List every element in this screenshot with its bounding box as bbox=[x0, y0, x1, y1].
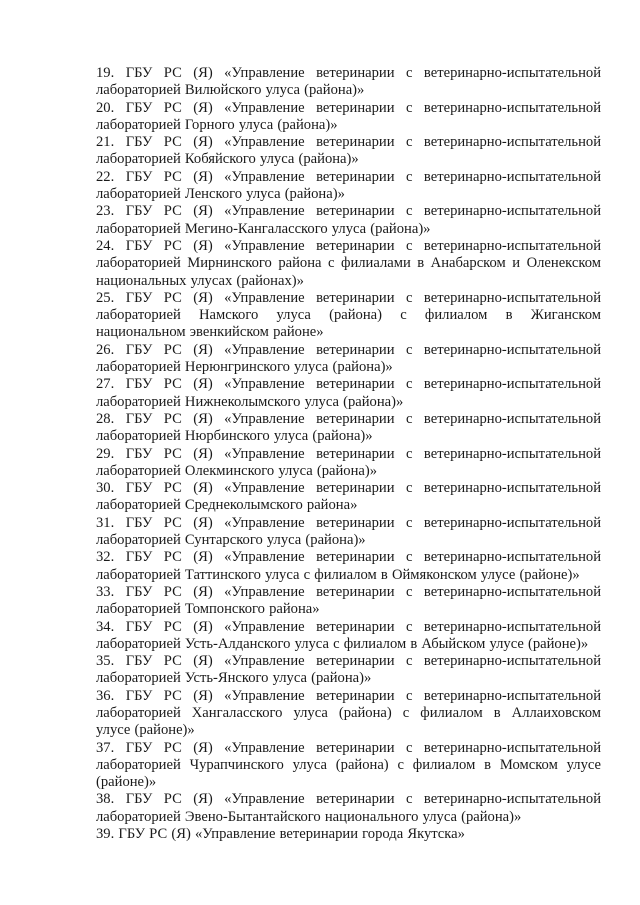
list-item-line: лабораторией Томпонского района» bbox=[96, 601, 320, 618]
list-item bbox=[96, 290, 601, 342]
list-item-line: лабораторией Вилюйского улуса (района)» bbox=[96, 82, 365, 99]
list-item-line: 20. ГБУ РС (Я) «Управление ветеринарии с ветеринарно-испытательной bbox=[96, 99, 601, 116]
list-item bbox=[96, 203, 601, 238]
list-item bbox=[96, 65, 601, 100]
list-item-line: лабораторией Намского улуса (района) с филиалом в Жиганском bbox=[96, 307, 601, 324]
list-item-line: 38. ГБУ РС (Я) «Управление ветеринарии с ветеринарно-испытательной bbox=[96, 791, 601, 808]
list-item-line: лабораторией Усть-Янского улуса (района)» bbox=[96, 670, 372, 687]
list-item-line: национальном эвенкийском районе» bbox=[96, 324, 324, 341]
list-item bbox=[96, 584, 601, 619]
list-item bbox=[96, 446, 601, 481]
list-item-line: 36. ГБУ РС (Я) «Управление ветеринарии с ветеринарно-испытательной bbox=[96, 687, 601, 704]
list-item-line: лабораторией Кобяйского улуса (района)» bbox=[96, 151, 359, 168]
list-item-line: 22. ГБУ РС (Я) «Управление ветеринарии с ветеринарно-испытательной bbox=[96, 168, 601, 185]
list-item bbox=[96, 791, 601, 826]
list-item bbox=[96, 653, 601, 688]
list-item bbox=[96, 376, 601, 411]
list-item-line: 34. ГБУ РС (Я) «Управление ветеринарии с ветеринарно-испытательной bbox=[96, 618, 601, 635]
list-item-line: улусе (районе)» bbox=[96, 722, 195, 739]
list-item-line: лабораторией Таттинского улуса с филиалом в Оймяконском улусе (районе)» bbox=[96, 566, 580, 583]
list-item bbox=[96, 100, 601, 135]
list-item-line: лабораторией Эвено-Бытантайского национального улуса (района)» bbox=[96, 808, 522, 825]
list-item-line: лабораторией Среднеколымского района» bbox=[96, 497, 358, 514]
list-item-line: 35. ГБУ РС (Я) «Управление ветеринарии с ветеринарно-испытательной bbox=[96, 653, 601, 670]
list-item-line: лабораторией Нерюнгринского улуса (района)» bbox=[96, 359, 393, 376]
list-item-line: лабораторией Сунтарского улуса (района)» bbox=[96, 532, 366, 549]
list-item-line: 21. ГБУ РС (Я) «Управление ветеринарии с ветеринарно-испытательной bbox=[96, 134, 601, 151]
list-item bbox=[96, 740, 601, 792]
list-item-line: 30. ГБУ РС (Я) «Управление ветеринарии с ветеринарно-испытательной bbox=[96, 480, 601, 497]
list-item bbox=[96, 515, 601, 550]
list-item-line: 25. ГБУ РС (Я) «Управление ветеринарии с ветеринарно-испытательной bbox=[96, 289, 601, 306]
list-item-line: лабораторией Усть-Алданского улуса с филиалом в Абыйском улусе (районе)» bbox=[96, 635, 589, 652]
list-item-line: лабораторией Олекминского улуса (района)» bbox=[96, 462, 378, 479]
list-item-line: 28. ГБУ РС (Я) «Управление ветеринарии с ветеринарно-испытательной bbox=[96, 410, 601, 427]
list-item bbox=[96, 619, 601, 654]
list-item bbox=[96, 826, 601, 843]
list-item-line: (районе)» bbox=[96, 774, 157, 791]
list-item-line: 39. ГБУ РС (Я) «Управление ветеринарии города Якутска» bbox=[96, 826, 465, 843]
list-item bbox=[96, 238, 601, 290]
list-item bbox=[96, 411, 601, 446]
list-item bbox=[96, 480, 601, 515]
list-item-line: 29. ГБУ РС (Я) «Управление ветеринарии с ветеринарно-испытательной bbox=[96, 445, 601, 462]
list-item bbox=[96, 549, 601, 584]
list-item-line: лабораторией Ленского улуса (района)» bbox=[96, 186, 345, 203]
list-item-line: 31. ГБУ РС (Я) «Управление ветеринарии с ветеринарно-испытательной bbox=[96, 514, 601, 531]
list-item-line: национальных улусах (районах)» bbox=[96, 272, 304, 289]
organization-list bbox=[96, 65, 601, 843]
list-item-line: 33. ГБУ РС (Я) «Управление ветеринарии с ветеринарно-испытательной bbox=[96, 583, 601, 600]
list-item bbox=[96, 688, 601, 740]
list-item-line: 37. ГБУ РС (Я) «Управление ветеринарии с ветеринарно-испытательной bbox=[96, 739, 601, 756]
list-item-line: лабораторией Горного улуса (района)» bbox=[96, 116, 338, 133]
document-page bbox=[96, 65, 601, 843]
list-item-line: лабораторией Мирнинского района с филиалами в Анабарском и Оленекском bbox=[96, 255, 601, 272]
list-item-line: 23. ГБУ РС (Я) «Управление ветеринарии с ветеринарно-испытательной bbox=[96, 203, 601, 220]
list-item bbox=[96, 342, 601, 377]
list-item-line: лабораторией Нижнеколымского улуса (района)» bbox=[96, 393, 404, 410]
list-item-line: 32. ГБУ РС (Я) «Управление ветеринарии с ветеринарно-испытательной bbox=[96, 549, 601, 566]
list-item-line: лабораторией Мегино-Кангаласского улуса (района)» bbox=[96, 220, 431, 237]
list-item-line: 24. ГБУ РС (Я) «Управление ветеринарии с ветеринарно-испытательной bbox=[96, 237, 601, 254]
list-item-line: лабораторией Хангаласского улуса (района) с филиалом в Аллаиховском bbox=[96, 704, 601, 721]
list-item bbox=[96, 134, 601, 169]
list-item-line: 19. ГБУ РС (Я) «Управление ветеринарии с ветеринарно-испытательной bbox=[96, 65, 601, 81]
list-item-line: 26. ГБУ РС (Я) «Управление ветеринарии с ветеринарно-испытательной bbox=[96, 341, 601, 358]
list-item-line: 27. ГБУ РС (Я) «Управление ветеринарии с ветеринарно-испытательной bbox=[96, 376, 601, 393]
list-item-line: лабораторией Нюрбинского улуса (района)» bbox=[96, 428, 373, 445]
list-item bbox=[96, 169, 601, 204]
list-item-line: лабораторией Чурапчинского улуса (района) с филиалом в Момском улусе bbox=[96, 756, 601, 773]
